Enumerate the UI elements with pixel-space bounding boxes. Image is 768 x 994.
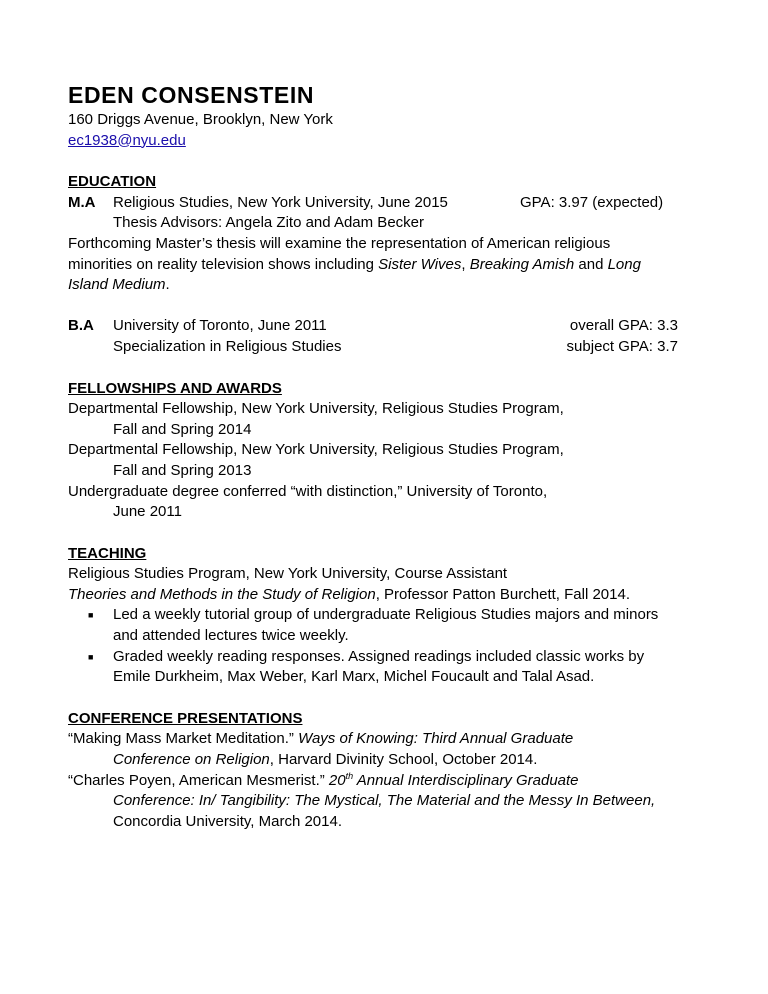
teaching-course: Theories and Methods in the Study of Religion, Professor Patton Burchett, Fall 2014. <box>68 585 630 603</box>
teaching-bullet-1-cont: and attended lectures twice weekly. <box>113 627 349 645</box>
course-title: Theories and Methods in the Study of Religion <box>68 585 376 603</box>
conference-2-venue: Concordia University, March 2014. <box>113 812 342 830</box>
thesis-line-1: Forthcoming Master’s thesis will examine the representation of American religious <box>68 234 611 252</box>
award-distinction: Undergraduate degree conferred “with distinction,” University of Toronto, <box>68 482 548 500</box>
fellowships-heading: FELLOWSHIPS AND AWARDS <box>68 379 282 397</box>
teaching-heading: TEACHING <box>68 544 147 562</box>
fellowship-item-1: Departmental Fellowship, New York University, Religious Studies Program, <box>68 400 564 418</box>
thesis-line-3: Island Medium. <box>68 276 170 294</box>
ba-subject-gpa: subject GPA: 3.7 <box>566 337 678 355</box>
show-breaking-amish: Breaking Amish <box>469 255 575 273</box>
ba-overall-gpa: overall GPA: 3.3 <box>569 317 678 335</box>
bullet-square-icon: ■ <box>88 651 94 662</box>
bullet-square-icon: ■ <box>88 610 94 621</box>
ba-row <box>68 316 708 337</box>
show-long-island-medium: Island Medium <box>68 276 166 294</box>
thesis-line-2: minorities on reality television shows including Sister Wives, Breaking Amish and Long <box>68 255 641 273</box>
ba-row-2 <box>68 337 708 358</box>
conference-1: “Making Mass Market Meditation.” Ways of Knowing: Third Annual Graduate <box>68 730 574 748</box>
ma-program: Religious Studies, New York University, June 2015 <box>113 193 448 211</box>
ma-label: M.A <box>68 193 96 211</box>
ba-school: University of Toronto, June 2011 <box>113 317 327 335</box>
fellowship-item-1-term: Fall and Spring 2014 <box>113 420 252 438</box>
fellowship-item-2-term: Fall and Spring 2013 <box>113 461 252 479</box>
teaching-bullet-1: ■ Led a weekly tutorial group of undergraduate Religious Studies majors and minors <box>68 605 708 626</box>
address: 160 Driggs Avenue, Brooklyn, New York <box>68 111 333 128</box>
teaching-bullet-2-cont: Emile Durkheim, Max Weber, Karl Marx, Michel Foucault and Talal Asad. <box>113 668 595 686</box>
resume-content <box>68 80 708 832</box>
ba-specialization: Specialization in Religious Studies <box>113 337 342 355</box>
ma-row <box>68 193 708 214</box>
ma-advisors: Thesis Advisors: Angela Zito and Adam Becker <box>113 214 424 232</box>
conferences-heading: CONFERENCE PRESENTATIONS <box>68 709 303 727</box>
fellowship-item-2: Departmental Fellowship, New York University, Religious Studies Program, <box>68 441 564 459</box>
ma-gpa: GPA: 3.97 (expected) <box>520 193 664 211</box>
conference-1-cont: Conference on Religion, Harvard Divinity School, October 2014. <box>113 751 538 769</box>
conference-2: “Charles Poyen, American Mesmerist.” 20th Annual Interdisciplinary Graduate <box>68 770 579 789</box>
ba-label: B.A <box>68 317 94 335</box>
conference-2-cont: Conference: In/ Tangibility: The Mystical, The Material and the Messy In Between, <box>113 792 656 810</box>
email-link[interactable]: ec1938@nyu.edu <box>68 131 186 149</box>
education-heading: EDUCATION <box>68 173 157 191</box>
show-sister-wives: Sister Wives <box>378 255 462 273</box>
teaching-bullet-2: ■ Graded weekly reading responses. Assigned readings included classic works by <box>68 647 708 668</box>
teaching-position: Religious Studies Program, New York University, Course Assistant <box>68 565 508 583</box>
candidate-name: EDEN CONSENSTEIN <box>68 82 315 108</box>
award-distinction-date: June 2011 <box>113 503 182 521</box>
